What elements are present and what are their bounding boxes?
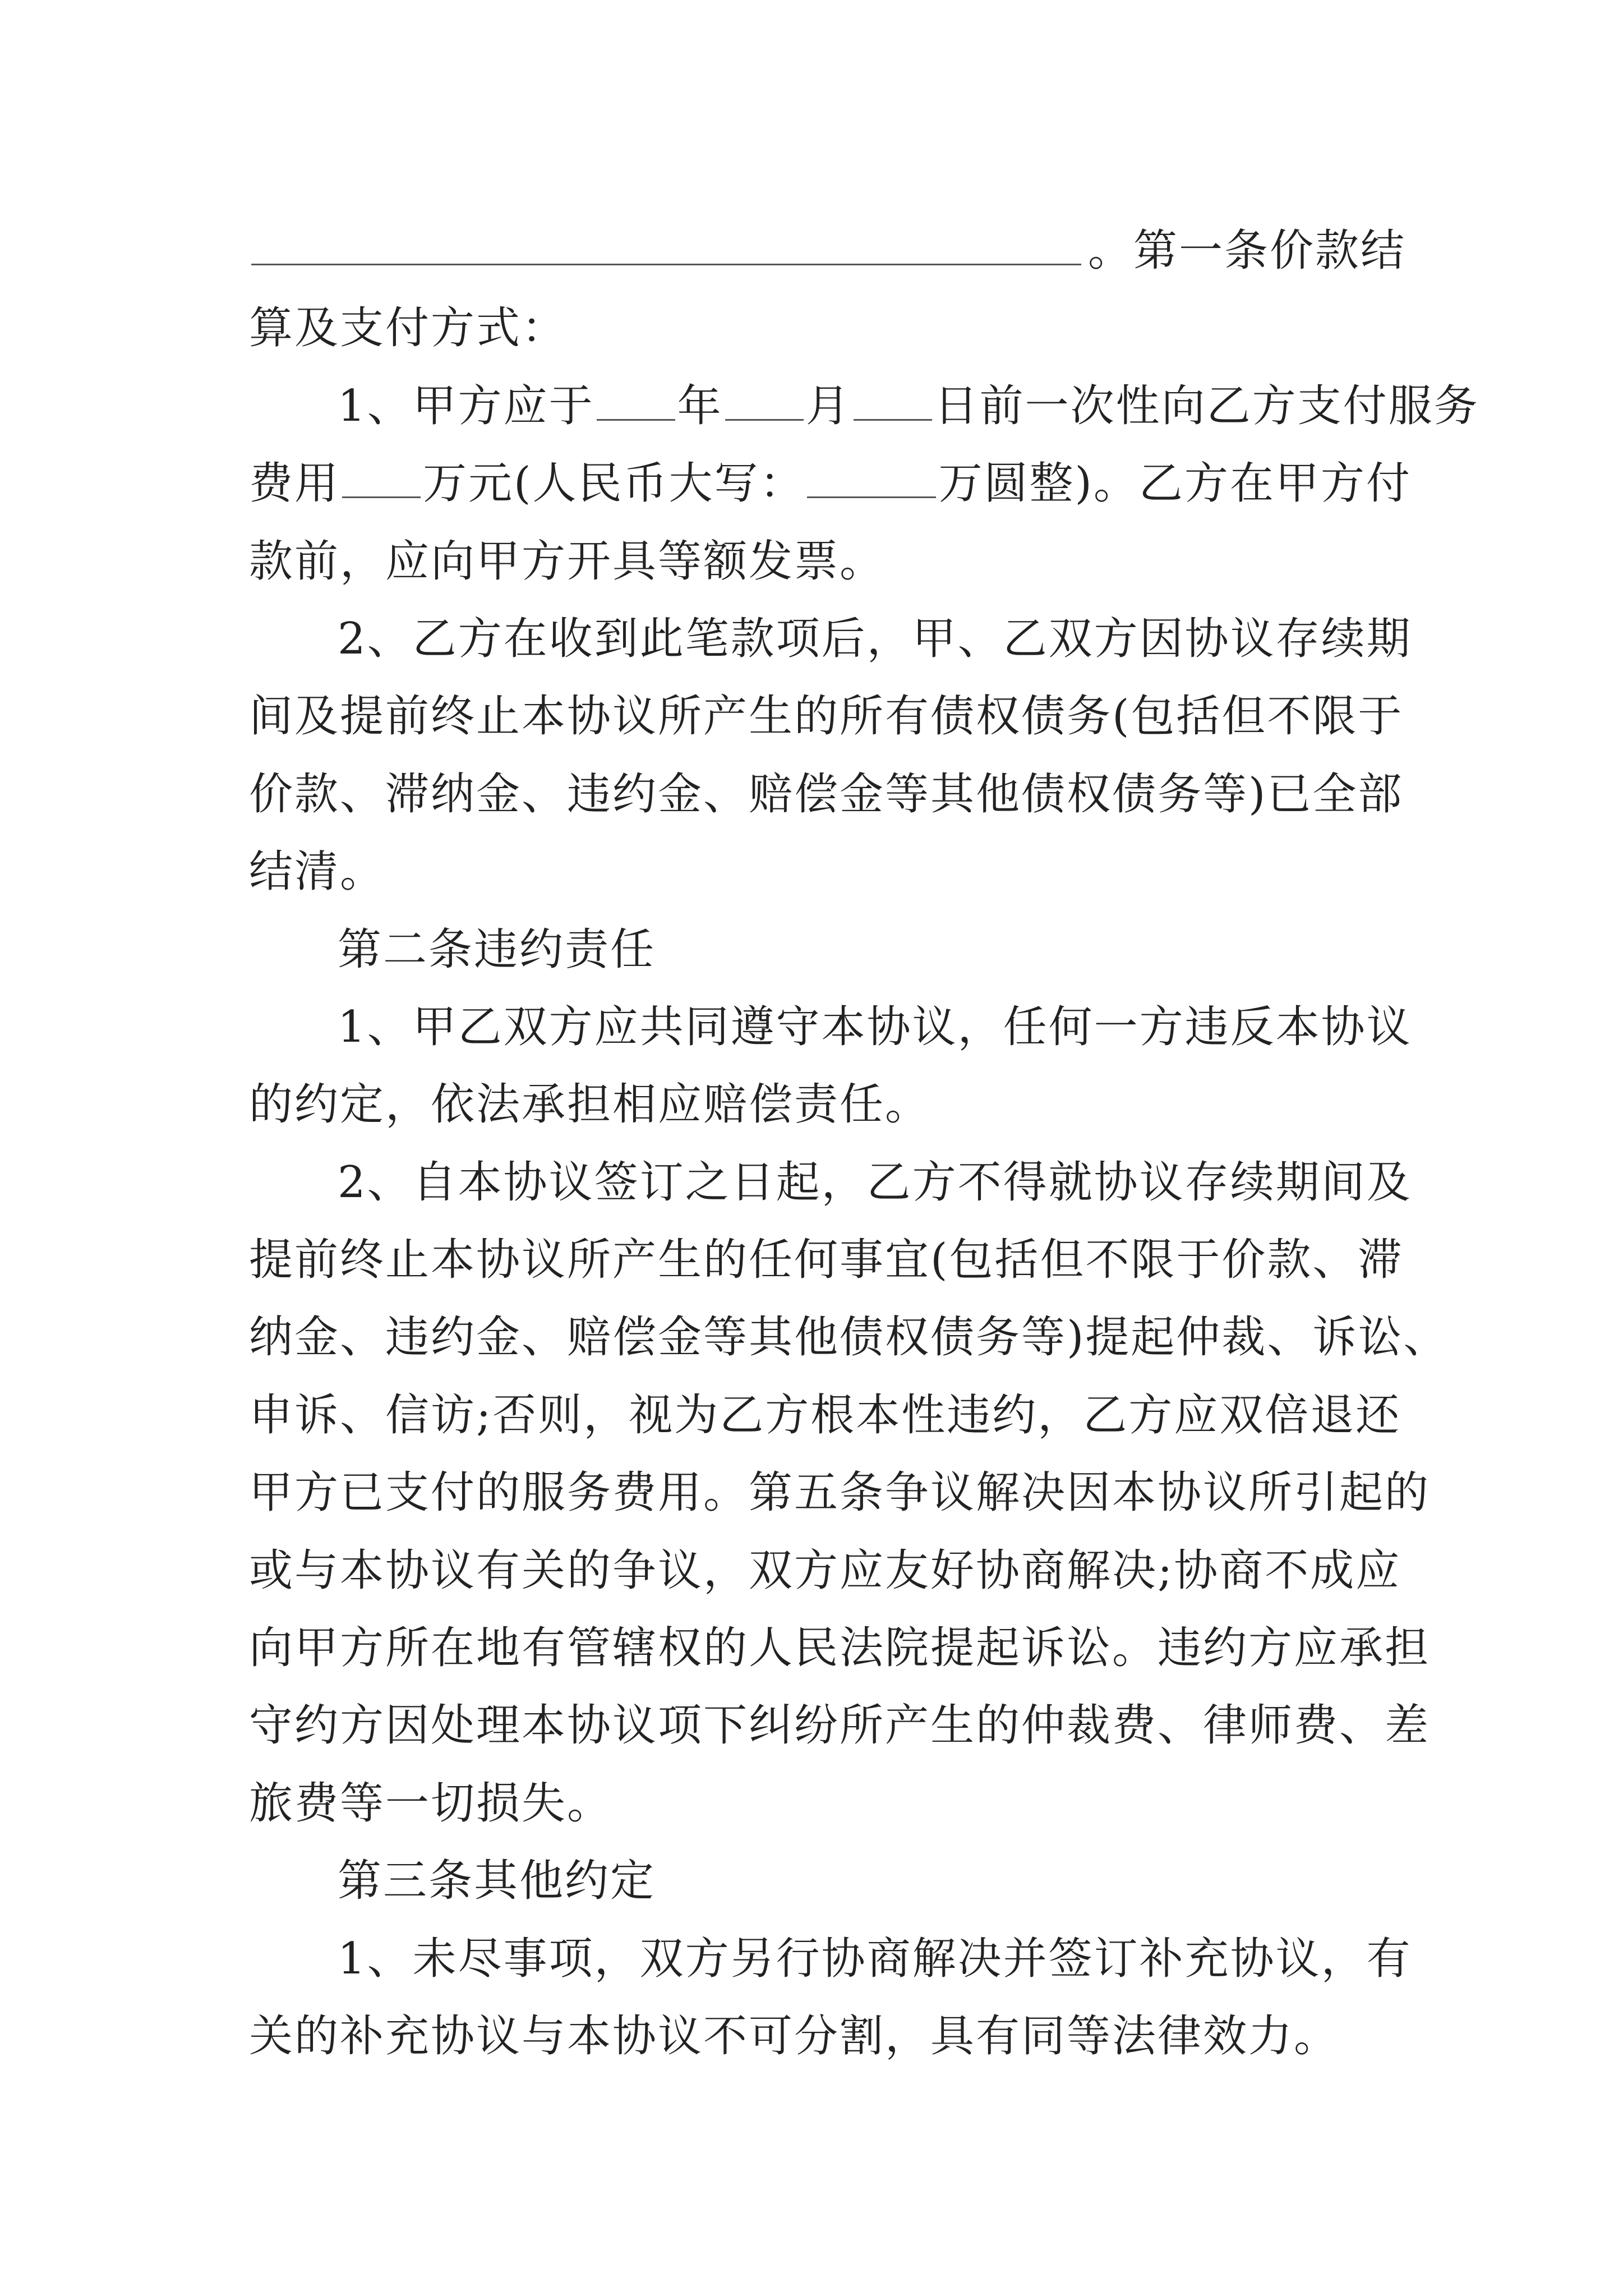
text-line-3: 1、甲方应于 年 月 日前一次性向乙方支付服务 (338, 380, 1479, 431)
text-line-9: 结清。 (249, 846, 386, 898)
text-line-18: 或与本协议有关的争议，双方应友好协商解决;协商不成应 (249, 1545, 1401, 1596)
fill-in-blank (251, 230, 1081, 265)
fill-in-blank (807, 463, 936, 498)
section-heading-3: 第三条其他约定 (338, 1856, 656, 1907)
fill-in-blank (725, 385, 804, 421)
text-line-14: 提前终止本协议所产生的任何事宜(包括但不限于价款、滞 (249, 1235, 1404, 1286)
text-line-19: 向甲方所在地有管辖权的人民法院提起诉讼。违约方应承担 (249, 1623, 1431, 1674)
text-line-5: 款前，应向甲方开具等额发票。 (249, 536, 886, 587)
text-line-8: 价款、滞纳金、违约金、赔偿金等其他债权债务等)已全部 (249, 769, 1404, 820)
text-line-17: 甲方已支付的服务费用。第五条争议解决因本协议所引起的 (249, 1467, 1431, 1519)
text-line-24: 关的补充协议与本协议不可分割，具有同等法律效力。 (249, 2010, 1340, 2062)
text-line-20: 守约方因处理本协议项下纠纷所产生的仲裁费、律师费、差 (249, 1700, 1431, 1751)
text-line-15: 纳金、违约金、赔偿金等其他债权债务等)提起仲裁、诉讼、 (249, 1312, 1449, 1363)
fill-in-blank (854, 385, 932, 421)
text-line-23: 1、未尽事项，双方另行协商解决并签订补充协议，有 (338, 1933, 1412, 1984)
contract-body (249, 212, 1479, 2075)
text-line-4: 费用 万元(人民币大写： 万圆整)。乙方在甲方付 (249, 458, 1412, 509)
text-line-16: 申诉、信访;否则，视为乙方根本性违约，乙方应双倍退还 (249, 1389, 1401, 1441)
text-line-13: 2、自本协议签订之日起，乙方不得就协议存续期间及 (338, 1157, 1412, 1208)
fill-in-blank (597, 385, 675, 421)
fill-in-blank (342, 463, 421, 498)
section-heading-2: 第二条违约责任 (338, 924, 656, 975)
text-line-6: 2、乙方在收到此笔款项后，甲、乙双方因协议存续期 (338, 613, 1412, 664)
text-line-11: 1、甲乙双方应共同遵守本协议，任何一方违反本协议 (338, 1001, 1412, 1052)
text-line-1: 。第一条价款结 (249, 212, 1387, 289)
text-line-21: 旅费等一切损失。 (249, 1778, 613, 1829)
text-line-7: 间及提前终止本协议所产生的所有债权债务(包括但不限于 (249, 691, 1404, 742)
text-line-12: 的约定，依法承担相应赔偿责任。 (249, 1079, 931, 1130)
text-line-2: 算及支付方式： (249, 303, 568, 354)
